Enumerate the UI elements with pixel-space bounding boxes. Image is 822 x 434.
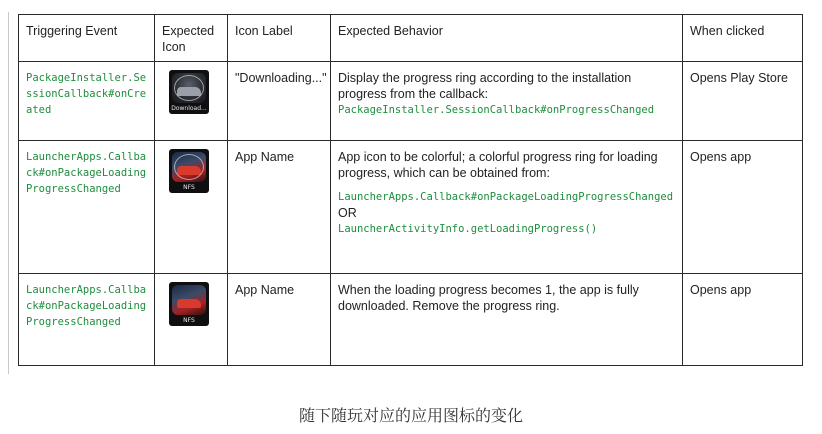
event-cell: [19, 274, 155, 366]
behavior-code: LauncherApps.Callback#onPackageLoadingProgressChanged: [338, 191, 674, 203]
icon-caption: NFS: [183, 184, 195, 191]
app-icon-colorful: [169, 282, 209, 326]
behavior-cell: [331, 62, 683, 141]
progress-ring-icon: [174, 154, 204, 180]
header-triggering-event: Triggering Event: [19, 15, 155, 62]
progress-ring-icon: [174, 75, 204, 101]
behavior-text: Display the progress ring according to the installation progress from the callback:: [338, 71, 632, 101]
car-graphic: [177, 299, 201, 308]
behavior-cell: [331, 274, 683, 366]
when-clicked-cell: Opens Play Store: [683, 62, 803, 141]
table-header-row: [19, 15, 803, 62]
event-cell: [19, 62, 155, 141]
icon-caption: NFS: [183, 317, 195, 324]
app-icon-colorful: [169, 149, 209, 193]
when-clicked-cell: Opens app: [683, 141, 803, 274]
left-margin-rule: [8, 12, 9, 374]
header-expected-icon: Expected Icon: [155, 15, 228, 62]
event-cell: [19, 141, 155, 274]
table-row: [19, 274, 803, 366]
behavior-text: App icon to be colorful; a colorful progress ring for loading progress, which can be obtained from:: [338, 150, 658, 180]
icon-cell: [155, 141, 228, 274]
behavior-code-alt: LauncherActivityInfo.getLoadingProgress(): [338, 223, 598, 235]
behavior-or: OR: [338, 206, 357, 220]
figure-caption: 随下随玩对应的应用图标的变化: [298, 406, 523, 425]
behavior-code: PackageInstaller.SessionCallback#onProgressChanged: [338, 104, 655, 116]
behavior-table: [18, 14, 803, 366]
behavior-cell: [331, 141, 683, 274]
table-row: [19, 141, 803, 274]
app-icon-grayscale: [169, 70, 209, 114]
event-code: LauncherApps.Callback#onPackageLoadingProgressChanged: [26, 284, 147, 328]
icon-caption: Download...: [171, 105, 207, 112]
header-icon-label: Icon Label: [228, 15, 331, 62]
when-clicked-cell: Opens app: [683, 274, 803, 366]
header-when-clicked: When clicked: [683, 15, 803, 62]
icon-label-cell: App Name: [228, 274, 331, 366]
icon-cell: [155, 274, 228, 366]
behavior-text: When the loading progress becomes 1, the app is fully downloaded. Remove the progress ring.: [338, 283, 639, 313]
event-code: LauncherApps.Callback#onPackageLoadingProgressChanged: [26, 151, 147, 195]
table-row: [19, 62, 803, 141]
icon-cell: [155, 62, 228, 141]
icon-label-cell: App Name: [228, 141, 331, 274]
icon-label-cell: "Downloading...": [228, 62, 331, 141]
event-code: PackageInstaller.SessionCallback#onCreated: [26, 72, 147, 116]
header-expected-behavior: Expected Behavior: [331, 15, 683, 62]
